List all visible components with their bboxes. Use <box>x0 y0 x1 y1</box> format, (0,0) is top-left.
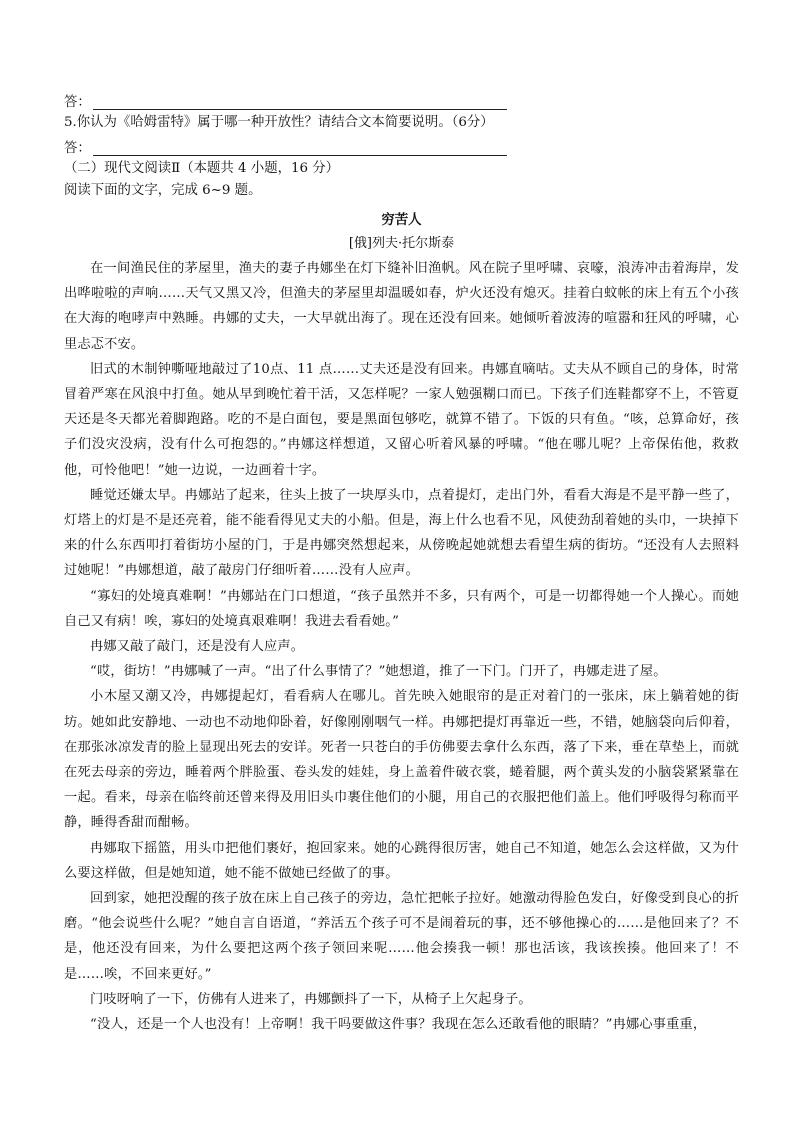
answer-row-5 <box>64 134 739 156</box>
reading-instruction: 阅读下面的文字，完成 6~9 题。 <box>64 183 262 198</box>
story-paragraph: “没人，还是一个人也没有！上帝啊！我干吗要做这件事？我现在怎么还敢看他的眼睛？”冉娜心事重重， <box>90 1017 707 1033</box>
section-heading: （二）现代文阅读Ⅱ（本题共 4 小题，16 分） <box>64 161 340 176</box>
story-paragraph: “寡妇的处境真难啊！”冉娜站在门口想道，“孩子虽然并不多，只有两个，可是一切都得她一个人操心。而她自己又有病！唉，寡妇的处境真艰难啊！我进去看看她。” <box>64 588 739 629</box>
story-paragraph: 旧式的木制钟嘶哑地敲过了10点、11 点……丈夫还是没有回来。冉娜直嘀咕。丈夫从不顾自己的身体，时常冒着严寒在风浪中打鱼。她从早到晚忙着干活，又怎样呢？一家人勉强糊口而已。下孩子们连鞋都穿不上，不管夏天还是冬天都光着脚跑路。吃的不是白面包，要是黑面包够吃，就算不错了。下饭的只有鱼。“咳，总算命好，孩子们没灾没病，没有什么可抱怨的。”冉娜这样想道，又留心听着风暴的呼啸。“他在哪儿呢？上帝保佑他，救救他，可怜他吧！”她一边说，一边画着十字。 <box>64 361 739 478</box>
story-paragraph: 门吱呀响了一下，仿佛有人进来了，冉娜颤抖了一下，从椅子上欠起身子。 <box>90 991 532 1007</box>
answer-blank-line[interactable] <box>93 93 507 110</box>
exam-page <box>64 88 739 1037</box>
story-paragraph: 冉娜又敲了敲门，还是没有人应声。 <box>90 639 305 655</box>
story-paragraph: 冉娜取下摇篮，用头巾把他们裹好，抱回家来。她的心跳得很厉害，她自己不知道，她怎么会这样做，又为什么要这样做，但是她知道，她不能不做她已经做了的事。 <box>64 840 739 881</box>
story-body <box>64 256 739 1037</box>
story-author: [俄]列夫·托尔斯泰 <box>348 236 455 251</box>
answer-blank-line[interactable] <box>93 139 507 156</box>
story-paragraph: “哎，街坊！”冉娜喊了一声。“出了什么事情了？”她想道，推了一下门。门开了，冉娜走进了屋。 <box>90 664 667 680</box>
question-5: 5.你认为《哈姆雷特》属于哪一种开放性？请结合文本简要说明。（6分） <box>64 115 494 130</box>
answer-prefix: 答： <box>64 95 91 110</box>
story-paragraph: 睡觉还嫌太早。冉娜站了起来，往头上披了一块厚头巾，点着提灯，走出门外，看看大海是不是平静一些了，灯塔上的灯是不是还亮着，能不能看得见丈夫的小船。但是，海上什么也看不见，风使劲刮着她的头巾，一块掉下来的什么东西叩打着街坊小屋的门，于是冉娜突然想起来，从傍晚起她就想去看望生病的街坊。“还没有人去照料过她呢！”冉娜想道，敲了敲房门仔细听着……没有人应声。 <box>64 487 739 579</box>
story-paragraph: 在一间渔民住的茅屋里，渔夫的妻子冉娜坐在灯下缝补旧渔帆。风在院子里呼啸、哀嚎，浪涛冲击着海岸，发出哗啦啦的声响……天气又黑又冷，但渔夫的茅屋里却温暖如春，炉火还没有熄灭。挂着白蚊帐的床上有五个小孩在大海的咆哮声中熟睡。冉娜的丈夫，一大早就出海了。现在还没有回来。她倾听着波涛的喧嚣和狂风的呼啸，心里忐忑不安。 <box>64 261 739 352</box>
answer-prefix: 答： <box>64 141 91 156</box>
story-title: 穷苦人 <box>381 212 422 228</box>
story-paragraph: 小木屋又潮又冷，冉娜提起灯，看看病人在哪儿。首先映入她眼帘的是正对着门的一张床，床上躺着她的街坊。她如此安静地、一动也不动地仰卧着，好像刚刚咽气一样。冉娜把提灯再靠近一些，不错，她脑袋向后仰着，在那张冰凉发青的脸上显现出死去的安详。死者一只苍白的手仿佛要去拿什么东西，落了下来，垂在草垫上，而就在死去母亲的旁边，睡着两个胖脸蛋、卷头发的娃娃，身上盖着件破衣裳，蜷着腿，两个黄头发的小脑袋紧紧靠在一起。看来，母亲在临终前还曾来得及用旧头巾裹住他们的小腿，用自己的衣服把他们盖上。他们呼吸得匀称而平静，睡得香甜而酣畅。 <box>64 689 739 831</box>
answer-row-4 <box>64 88 739 110</box>
story-paragraph: 回到家，她把没醒的孩子放在床上自己孩子的旁边，急忙把帐子拉好。她激动得脸色发白，好像受到良心的折磨。“他会说些什么呢？”她自言自语道，“养活五个孩子可不是闹着玩的事，还不够他操心的……是他回来了？不是，他还没有回来，为什么要把这两个孩子领回来呢……他会揍我一顿！那也活该，我该挨揍。他回来了！不是……唉，不回来更好。” <box>64 891 739 982</box>
